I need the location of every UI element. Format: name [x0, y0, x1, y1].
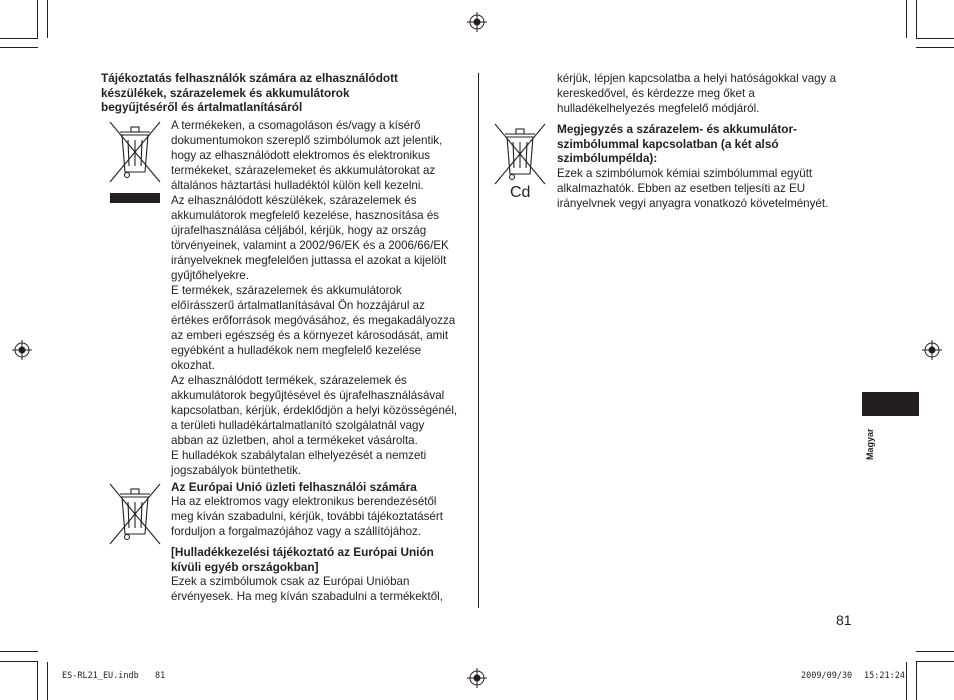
- heading-line: szimbólummal kapcsolatban (a két alsó: [557, 136, 779, 151]
- heading-line: begyűjtéséről és ártalmatlanításáról: [101, 100, 303, 115]
- page-number: 81: [836, 612, 852, 628]
- text-line: akkumulátorok begyűjtésével és újrafelhasználásával: [171, 389, 445, 402]
- footer-page: 81: [155, 671, 166, 681]
- text-line: értékes erőforrások megóvásához, és megakadályozza: [171, 314, 456, 327]
- main-paragraph: [171, 118, 476, 478]
- text-line: A termékeken, a csomagoláson és/vagy a kísérő: [171, 119, 421, 132]
- heading-line: kívüli egyéb országokban]: [171, 559, 319, 574]
- section-heading: [101, 71, 471, 115]
- heading-line: [Hulladékkezelési tájékoztató az Európai Unión: [171, 545, 434, 559]
- text-line: előírásszerű ártalmatlanításával Ön hozzájárul az: [171, 299, 425, 312]
- text-line: forduljon a forgalmazójához vagy a szállítójához.: [171, 525, 422, 538]
- text-line: irányelveknek megfelelően juttassa el azokat a kijelölt: [171, 254, 447, 267]
- crossed-out-wheelie-bin-icon: [491, 120, 549, 190]
- language-tab: [862, 392, 919, 416]
- text-line: Az elhasználódott készülékek, szárazelemek és: [171, 194, 417, 207]
- footer-date: 2009/09/30: [801, 671, 853, 681]
- chemical-symbol: Cd: [510, 184, 531, 201]
- text-line: érvényesek. Ha meg kíván szabadulni a termékektől,: [171, 590, 443, 603]
- text-line: általános háztartási hulladéktól külön kell kezelni.: [171, 179, 424, 192]
- text-line: alkalmazhatók. Ebben az esetben teljesíti az EU: [557, 182, 806, 195]
- text-line: kereskedővel, és kérdezze meg őket a: [557, 87, 755, 100]
- text-line: E termékek, szárazelemek és akkumulátorok: [171, 284, 402, 297]
- text-line: irányelvnek vegyi anyagra vonatkozó követelményét.: [557, 197, 829, 210]
- text-line: termékeket, szárazelemeket és akkumulátorokat az: [171, 164, 436, 177]
- text-line: kérjük, lépjen kapcsolatba a helyi hatóságokkal vagy a: [557, 72, 837, 85]
- crossed-out-wheelie-bin-icon: [106, 480, 164, 548]
- text-line: jogszabályok büntethetik.: [171, 464, 302, 477]
- heading-line: készülékek, szárazelemek és akkumulátorok: [101, 85, 350, 100]
- continued-paragraph: [557, 71, 857, 116]
- text-line: egyébként a hulladékok nem megfelelő kezelése: [171, 344, 422, 357]
- eu-heading: Az Európai Unió üzleti felhasználói számára: [171, 480, 417, 494]
- text-line: E hulladékok szabálytalan elhelyezését a nemzeti: [171, 449, 427, 462]
- note-heading: [557, 122, 857, 166]
- footer-time: 15:21:24: [864, 671, 905, 681]
- text-line: gyűjtőhelyekre.: [171, 269, 249, 282]
- text-line: hogy az elhasználódott elektromos és elektronikus: [171, 149, 431, 162]
- text-line: kapcsolatban, kérjük, érdeklődjön a helyi közösségénél,: [171, 404, 458, 417]
- text-line: törvényeinek, valamint a 2002/96/EK és a 2006/66/EK: [171, 239, 449, 252]
- text-line: Ezek a szimbólumok kémiai szimbólummal együtt: [557, 167, 813, 180]
- registration-mark-icon: [467, 668, 487, 688]
- non-eu-heading: [171, 545, 476, 574]
- text-line: dokumentumokon szereplő szimbólumok azt jelentik,: [171, 134, 443, 147]
- registration-mark-icon: [922, 340, 942, 360]
- text-line: a területi hulladékártalmatlanító szolgálatnál vagy: [171, 419, 425, 432]
- text-line: akkumulátorok megfelelő kezelése, hasznosítása és: [171, 209, 440, 222]
- heading-line: Tájékoztatás felhasználók számára az elhasználódott: [101, 71, 398, 85]
- text-line: abban az üzletben, ahol a termékeket vásárolta.: [171, 434, 418, 447]
- footer-file: ES-RL21_EU.indb: [62, 671, 139, 681]
- heading-line: szimbólumpélda):: [557, 151, 658, 166]
- language-tab-label: Magyar: [865, 428, 875, 460]
- text-line: Ha az elektromos vagy elektronikus berendezésétől: [171, 495, 437, 508]
- text-line: az emberi egészség és a környezet károsodását, amit: [171, 329, 449, 342]
- non-eu-paragraph: [171, 574, 476, 604]
- text-line: újrafelhasználása céljából, kérjük, hogy az ország: [171, 224, 427, 237]
- text-line: hulladékelhelyezés megfelelő módjáról.: [557, 102, 760, 115]
- note-paragraph: [557, 166, 857, 211]
- registration-mark-icon: [467, 12, 487, 32]
- column-divider: [478, 73, 479, 608]
- text-line: okozhat.: [171, 359, 215, 372]
- text-line: Az elhasználódott termékek, szárazelemek és: [171, 374, 407, 387]
- crossed-out-wheelie-bin-icon: [106, 118, 164, 204]
- eu-paragraph: [171, 494, 476, 539]
- registration-mark-icon: [12, 340, 32, 360]
- text-line: meg kíván szabadulni, kérjük, további tájékoztatásért: [171, 510, 443, 523]
- heading-line: Megjegyzés a szárazelem- és akkumulátor-: [557, 122, 797, 136]
- text-line: Ezek a szimbólumok csak az Európai Unióban: [171, 575, 410, 588]
